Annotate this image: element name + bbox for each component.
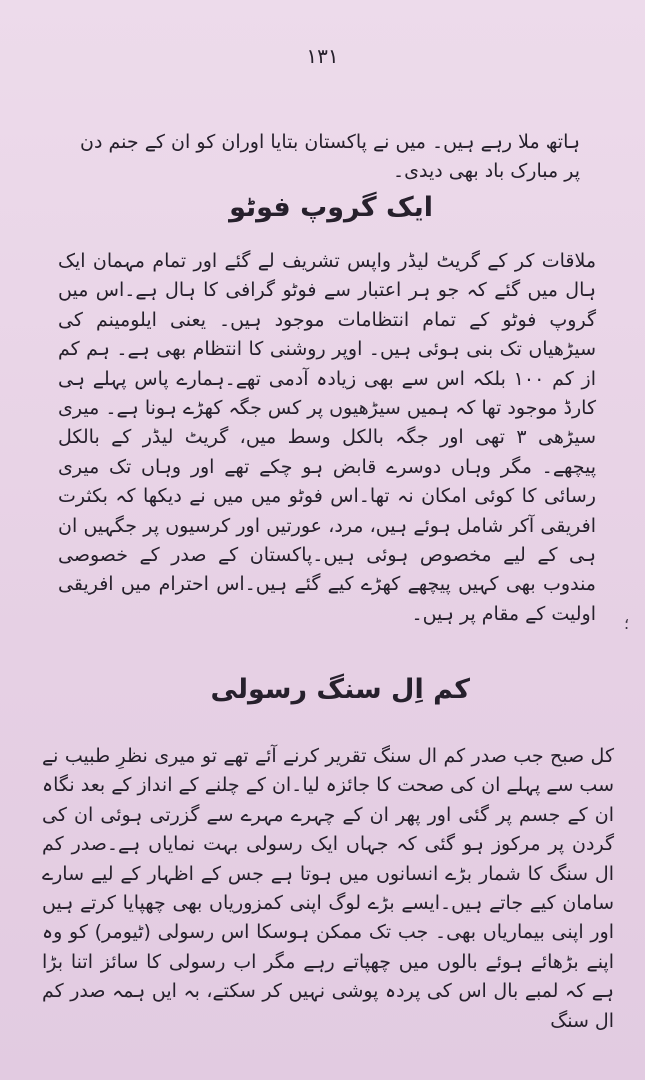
- margin-mark: ؛: [624, 614, 630, 633]
- paragraph-group-photo: [58, 247, 596, 629]
- section-heading-kim-il-sung: کم اِل سنگ رسولی: [210, 674, 470, 705]
- paragraph-text: ملاقات کر کے گریٹ لیڈر واپس تشریف لے گئے اور تمام مہمان ایک ہال میں گئے کہ جو ہر اعتبار سے فوٹو گرافی کا ہال ہے۔اس میں گروپ فوٹو کے تمام انتظامات موجود ہیں۔ یعنی ایلومینم کی سیڑھیاں تک بنی ہوئی ہیں۔ اوپر روشنی کا انتظام بھی ہے۔ ہم کم از کم ۱۰۰ بلکہ اس سے بھی زیادہ آدمی تھے۔ہمارے پاس پہلے ہی کارڈ موجود تھا کہ ہمیں سیڑھیوں پر کس جگہ کھڑے ہونا ہے۔ میری سیڑھی ۳ تھی اور جگہ بالکل وسط میں، گریٹ لیڈر کے بالکل پیچھے۔ مگر وہاں دوسرے قابض ہو چکے تھے اور وہاں تک میری رسائی کا کوئی امکان نہ تھا۔اس فوٹو میں میں نے دیکھا کہ بکثرت افریقی آکر شامل ہوئے ہیں، مرد، عورتیں اور کرسیوں پر جگہیں ان ہی کے لیے مخصوص ہوئی ہیں۔پاکستان کے صدر کے خصوصی مندوب بھی کہیں پیچھے کھڑے کیے گئے ہیں۔اس احترام میں افریقی اولیت کے مقام پر ہیں۔: [58, 250, 596, 625]
- page-number: ۱۳۱: [306, 44, 339, 68]
- paragraph-text: ہاتھ ملا رہے ہیں۔ میں نے پاکستان بتایا اوران کو ان کے جنم دن پر مبارک باد بھی دیدی۔: [80, 131, 580, 183]
- paragraph-kim-il-sung: [42, 742, 614, 1036]
- paragraph-text: کل صبح جب صدر کم ال سنگ تقریر کرنے آئے تھے تو میری نظرِ طبیب نے سب سے پہلے ان کی صحت کا جائزہ لیا۔ان کے چلنے کے انداز کے بعد نگاہ ان کے جسم پر گئی اور پھر ان کے چہرے مہرے سے گزرتی ہوئی ان کی گردن پر مرکوز ہو گئی کہ جہاں ایک رسولی بہت نمایاں ہے۔صدر کم ال سنگ کا شمار بڑے انسانوں میں ہوتا ہے جس کے اظہار کے لیے سارے سامان کیے جاتے ہیں۔ایسے بڑے لوگ اپنی کمزوریاں بھی چھپایا کرتے ہیں اور اپنی بیماریاں بھی۔ جب تک ممکن ہوسکا اس رسولی (ٹیومر) کو وہ اپنے بڑھائے ہوئے بالوں میں چھپاتے رہے مگر اب رسولی کا سائز اتنا بڑا ہے کہ لمبے بال اس کی پردہ پوشی نہیں کر سکتے، بہ ایں ہمہ صدر کم ال سنگ: [42, 745, 614, 1032]
- paragraph-intro: [80, 128, 580, 187]
- section-heading-group-photo: ایک گروپ فوٹو: [229, 192, 433, 223]
